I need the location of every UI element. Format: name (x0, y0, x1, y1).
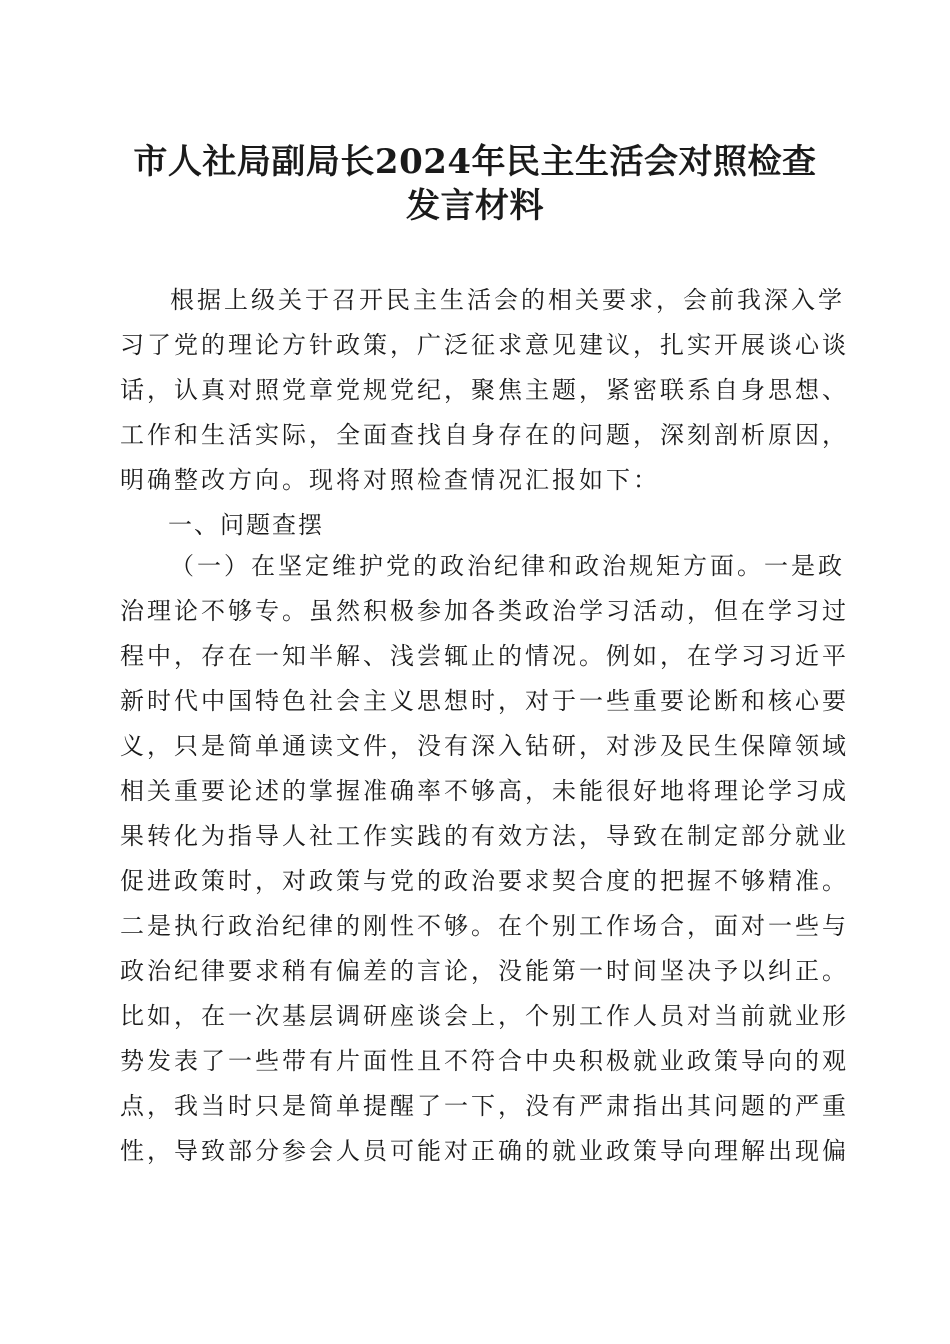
title-line-1: 市人社局副局长2024年民主生活会对照检查 (133, 142, 817, 182)
body-line: 政治纪律要求稍有偏差的言论，没能第一时间坚决予以纠正。 (120, 957, 849, 985)
body-line: 点，我当时只是简单提醒了一下，没有严肃指出其问题的严重 (120, 1092, 849, 1120)
body-line: 相关重要论述的掌握准确率不够高，未能很好地将理论学习成 (120, 777, 849, 805)
body-line: 促进政策时，对政策与党的政治要求契合度的把握不够精准。 (120, 867, 849, 895)
intro-line: 话，认真对照党章党规党纪，聚焦主题，紧密联系自身思想、 (120, 376, 849, 404)
body-line: 性，导致部分参会人员可能对正确的就业政策导向理解出现偏 (120, 1137, 849, 1165)
intro-line: 明确整改方向。现将对照检查情况汇报如下： (120, 466, 660, 494)
body-line: （一）在坚定维护党的政治纪律和政治规矩方面。一是政 (170, 552, 845, 580)
title-line-2: 发言材料 (406, 186, 544, 226)
section-heading: 一、问题查摆 (168, 511, 324, 539)
body-line: 果转化为指导人社工作实践的有效方法，导致在制定部分就业 (120, 822, 849, 850)
body-line: 义，只是简单通读文件，没有深入钻研，对涉及民生保障领域 (120, 732, 849, 760)
body-line: 新时代中国特色社会主义思想时，对于一些重要论断和核心要 (120, 687, 849, 715)
body-line: 比如，在一次基层调研座谈会上，个别工作人员对当前就业形 (120, 1002, 849, 1030)
intro-line: 根据上级关于召开民主生活会的相关要求，会前我深入学 (170, 286, 845, 314)
body-line: 治理论不够专。虽然积极参加各类政治学习活动，但在学习过 (120, 597, 849, 625)
intro-line: 工作和生活实际，全面查找自身存在的问题，深刻剖析原因， (120, 421, 849, 449)
body-line: 势发表了一些带有片面性且不符合中央积极就业政策导向的观 (120, 1047, 849, 1075)
body-line: 二是执行政治纪律的刚性不够。在个别工作场合，面对一些与 (120, 912, 849, 940)
body-line: 程中，存在一知半解、浅尝辄止的情况。例如，在学习习近平 (120, 642, 849, 670)
intro-line: 习了党的理论方针政策，广泛征求意见建议，扎实开展谈心谈 (120, 331, 849, 359)
